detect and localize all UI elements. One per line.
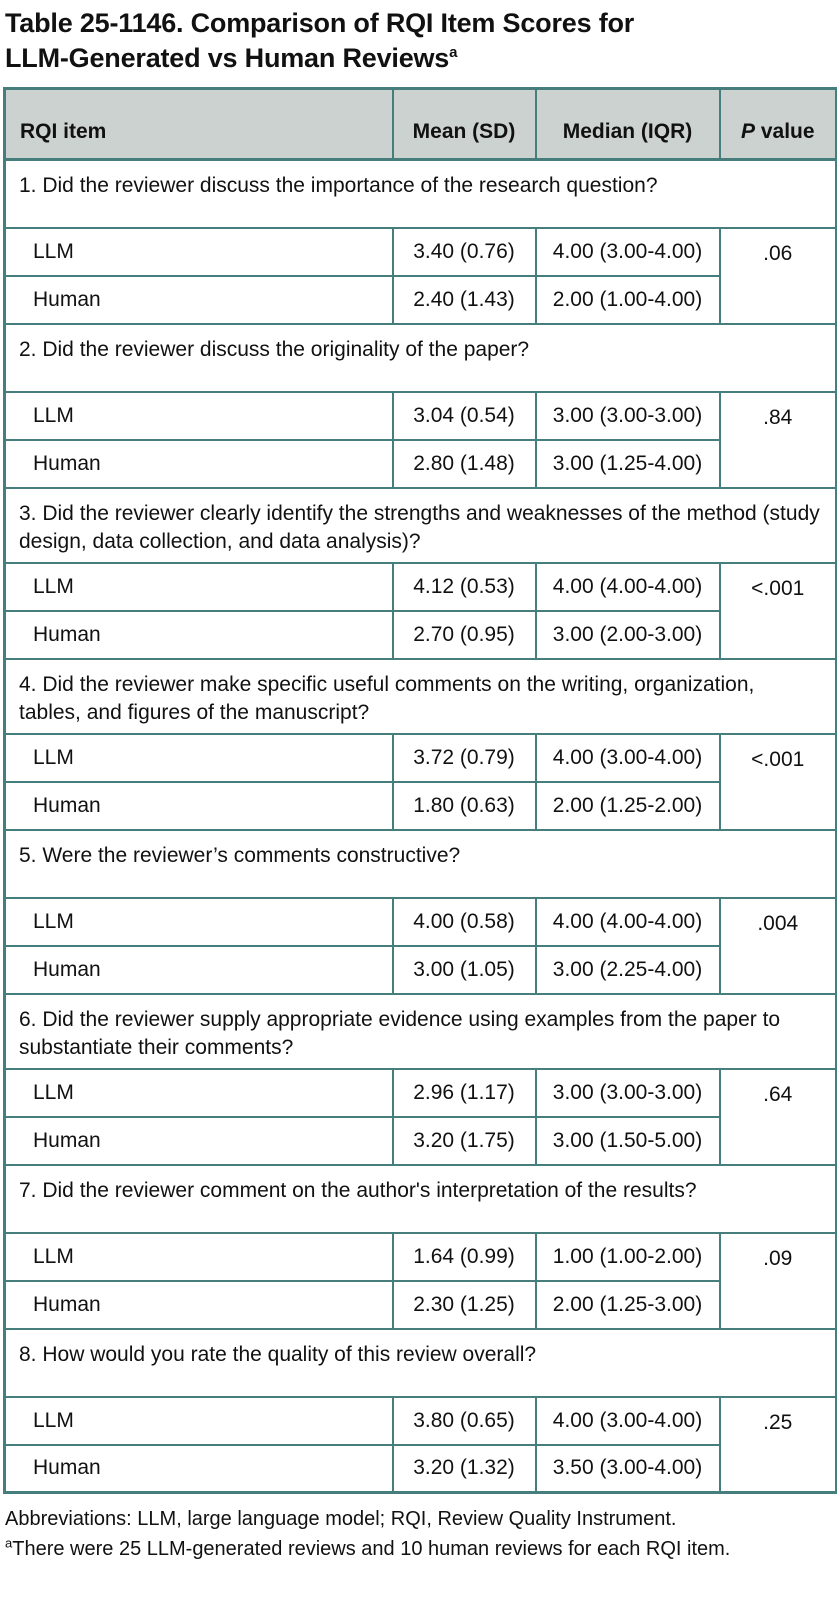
row-label-human: Human — [5, 1445, 393, 1493]
rqi-question-2: 2. Did the reviewer discuss the originality of the paper? — [5, 324, 837, 392]
p-value-italic-p: P — [740, 120, 755, 143]
llm-mean-sd-5: 4.00 (0.58) — [393, 898, 536, 946]
llm-row-1 — [5, 228, 837, 276]
llm-mean-sd-1: 3.40 (0.76) — [393, 228, 536, 276]
human-mean-sd-5: 3.00 (1.05) — [393, 946, 536, 994]
table-title-line2: LLM-Generated vs Human Reviews — [5, 43, 450, 73]
footnote-a-text: There were 25 LLM-generated reviews and 10 human reviews for each RQI item. — [12, 1538, 731, 1560]
human-mean-sd-1: 2.40 (1.43) — [393, 276, 536, 324]
llm-mean-sd-4: 3.72 (0.79) — [393, 734, 536, 782]
row-label-llm: LLM — [5, 392, 393, 440]
table-footnotes — [3, 1494, 834, 1564]
llm-mean-sd-6: 2.96 (1.17) — [393, 1069, 536, 1117]
llm-mean-sd-8: 3.80 (0.65) — [393, 1397, 536, 1445]
human-median-iqr-4: 2.00 (1.25-2.00) — [536, 782, 720, 830]
question-row-4 — [5, 659, 837, 734]
human-row-5 — [5, 946, 837, 994]
question-row-6 — [5, 994, 837, 1069]
row-label-human: Human — [5, 276, 393, 324]
human-row-8 — [5, 1445, 837, 1493]
row-label-human: Human — [5, 946, 393, 994]
abbreviations-line: Abbreviations: LLM, large language model; RQI, Review Quality Instrument. — [5, 1508, 677, 1530]
llm-row-6 — [5, 1069, 837, 1117]
p-value-5: .004 — [720, 898, 837, 994]
header-mean-sd: Mean (SD) — [393, 89, 536, 160]
rqi-question-5: 5. Were the reviewer’s comments constructive? — [5, 830, 837, 898]
llm-median-iqr-4: 4.00 (3.00-4.00) — [536, 734, 720, 782]
llm-median-iqr-3: 4.00 (4.00-4.00) — [536, 563, 720, 611]
rqi-question-3: 3. Did the reviewer clearly identify the strengths and weaknesses of the method (study design, data collection, and data analysis)? — [5, 488, 837, 563]
p-value-1: .06 — [720, 228, 837, 324]
llm-row-2 — [5, 392, 837, 440]
human-median-iqr-1: 2.00 (1.00-4.00) — [536, 276, 720, 324]
human-mean-sd-4: 1.80 (0.63) — [393, 782, 536, 830]
human-median-iqr-6: 3.00 (1.50-5.00) — [536, 1117, 720, 1165]
p-value-rest: value — [760, 120, 815, 143]
row-label-llm: LLM — [5, 898, 393, 946]
footnote-a-marker: a — [5, 1535, 13, 1551]
table-title-line1: Table 25-1146. Comparison of RQI Item Scores for — [5, 8, 635, 38]
row-label-llm: LLM — [5, 1069, 393, 1117]
llm-row-3 — [5, 563, 837, 611]
row-label-llm: LLM — [5, 734, 393, 782]
llm-median-iqr-1: 4.00 (3.00-4.00) — [536, 228, 720, 276]
human-row-6 — [5, 1117, 837, 1165]
human-median-iqr-3: 3.00 (2.00-3.00) — [536, 611, 720, 659]
rqi-question-1: 1. Did the reviewer discuss the importance of the research question? — [5, 160, 837, 228]
header-p-value — [720, 89, 837, 160]
llm-row-4 — [5, 734, 837, 782]
llm-mean-sd-3: 4.12 (0.53) — [393, 563, 536, 611]
question-row-2 — [5, 324, 837, 392]
row-label-llm: LLM — [5, 1233, 393, 1281]
human-median-iqr-2: 3.00 (1.25-4.00) — [536, 440, 720, 488]
human-row-2 — [5, 440, 837, 488]
row-label-human: Human — [5, 440, 393, 488]
human-mean-sd-7: 2.30 (1.25) — [393, 1281, 536, 1329]
human-row-1 — [5, 276, 837, 324]
llm-median-iqr-2: 3.00 (3.00-3.00) — [536, 392, 720, 440]
llm-median-iqr-7: 1.00 (1.00-2.00) — [536, 1233, 720, 1281]
llm-median-iqr-6: 3.00 (3.00-3.00) — [536, 1069, 720, 1117]
question-row-8 — [5, 1329, 837, 1397]
p-value-3: <.001 — [720, 563, 837, 659]
llm-median-iqr-5: 4.00 (4.00-4.00) — [536, 898, 720, 946]
row-label-llm: LLM — [5, 563, 393, 611]
p-value-2: .84 — [720, 392, 837, 488]
human-mean-sd-8: 3.20 (1.32) — [393, 1445, 536, 1493]
row-label-human: Human — [5, 1281, 393, 1329]
llm-row-5 — [5, 898, 837, 946]
rqi-question-6: 6. Did the reviewer supply appropriate evidence using examples from the paper to substantiate their comments? — [5, 994, 837, 1069]
question-row-5 — [5, 830, 837, 898]
human-row-7 — [5, 1281, 837, 1329]
question-row-3 — [5, 488, 837, 563]
human-mean-sd-3: 2.70 (0.95) — [393, 611, 536, 659]
header-rqi-item: RQI item — [5, 89, 393, 160]
human-median-iqr-7: 2.00 (1.25-3.00) — [536, 1281, 720, 1329]
rqi-comparison-table — [3, 87, 837, 1494]
row-label-llm: LLM — [5, 228, 393, 276]
rqi-question-7: 7. Did the reviewer comment on the author's interpretation of the results? — [5, 1165, 837, 1233]
rqi-question-8: 8. How would you rate the quality of this review overall? — [5, 1329, 837, 1397]
human-median-iqr-8: 3.50 (3.00-4.00) — [536, 1445, 720, 1493]
human-mean-sd-6: 3.20 (1.75) — [393, 1117, 536, 1165]
rqi-question-4: 4. Did the reviewer make specific useful comments on the writing, organization, tables, and figures of the manuscript? — [5, 659, 837, 734]
table-title — [3, 6, 834, 76]
human-mean-sd-2: 2.80 (1.48) — [393, 440, 536, 488]
row-label-llm: LLM — [5, 1397, 393, 1445]
p-value-6: .64 — [720, 1069, 837, 1165]
human-median-iqr-5: 3.00 (2.25-4.00) — [536, 946, 720, 994]
p-value-7: .09 — [720, 1233, 837, 1329]
table-title-footnote-marker: a — [449, 44, 458, 61]
llm-row-8 — [5, 1397, 837, 1445]
question-row-1 — [5, 160, 837, 228]
row-label-human: Human — [5, 782, 393, 830]
header-median-iqr: Median (IQR) — [536, 89, 720, 160]
row-label-human: Human — [5, 1117, 393, 1165]
llm-mean-sd-7: 1.64 (0.99) — [393, 1233, 536, 1281]
footnote-a-line — [5, 1534, 834, 1564]
human-row-3 — [5, 611, 837, 659]
question-row-7 — [5, 1165, 837, 1233]
llm-median-iqr-8: 4.00 (3.00-4.00) — [536, 1397, 720, 1445]
human-row-4 — [5, 782, 837, 830]
row-label-human: Human — [5, 611, 393, 659]
header-row — [5, 89, 837, 160]
p-value-8: .25 — [720, 1397, 837, 1493]
llm-row-7 — [5, 1233, 837, 1281]
llm-mean-sd-2: 3.04 (0.54) — [393, 392, 536, 440]
p-value-4: <.001 — [720, 734, 837, 830]
